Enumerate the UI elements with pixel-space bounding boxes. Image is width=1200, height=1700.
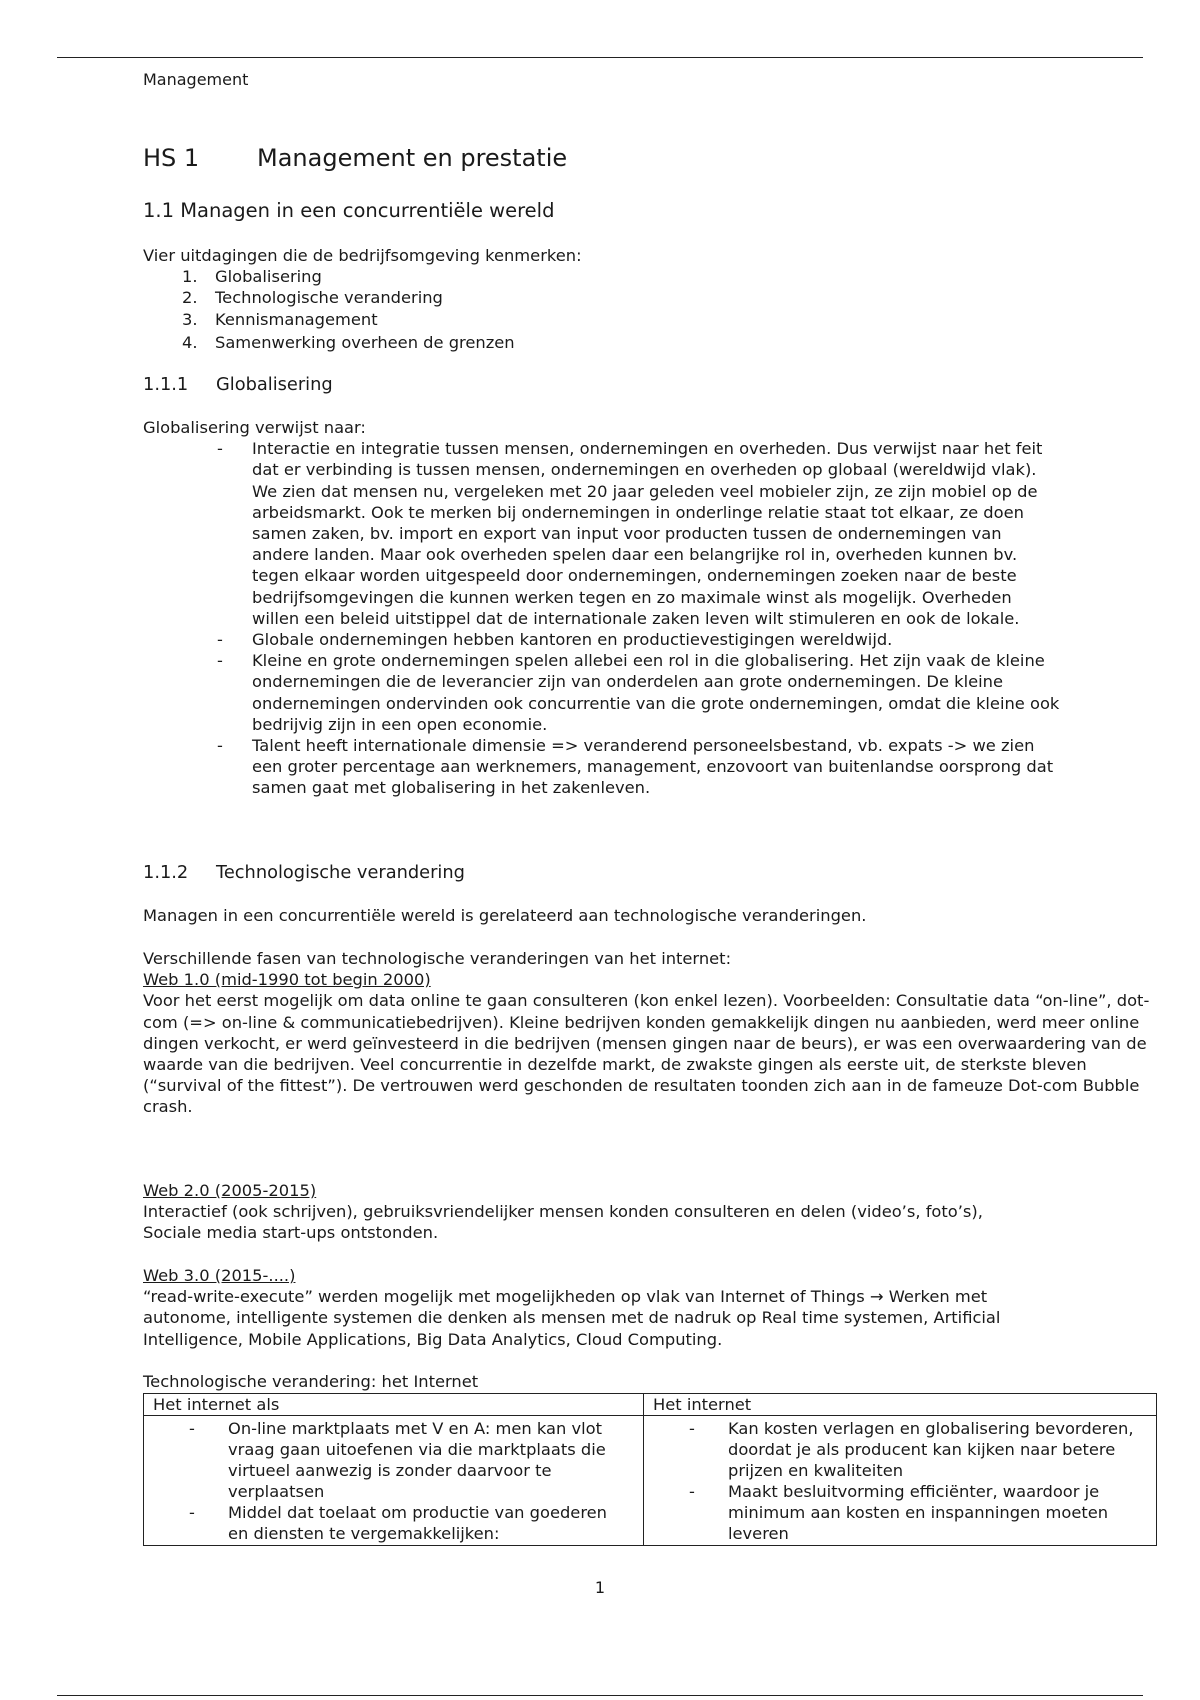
running-header: Management bbox=[143, 70, 249, 89]
subsection-heading-technologie: 1.1.2 Technologische verandering bbox=[143, 862, 465, 883]
table-header-row bbox=[144, 1394, 1157, 1416]
technologie-intro: Managen in een concurrentiële wereld is gerelateerd aan technologische veranderingen. bbox=[143, 906, 867, 925]
challenges-list bbox=[143, 266, 582, 353]
list-item: - On-line marktplaats met V en A: men kan vlot vraag gaan uitoefenen via die marktplaats die virtueel aanwezig is zonder daarvoor te verplaatsen bbox=[189, 1419, 606, 1501]
table-cell bbox=[144, 1416, 644, 1546]
challenges-block bbox=[143, 245, 582, 353]
table-row bbox=[144, 1416, 1157, 1546]
globalisering-block bbox=[143, 417, 1063, 799]
web1-title: Web 1.0 (mid-1990 tot begin 2000) bbox=[143, 970, 431, 990]
header-rule bbox=[57, 57, 1143, 58]
chapter-heading bbox=[143, 143, 567, 173]
chapter-title: Management en prestatie bbox=[257, 144, 568, 172]
globalisering-bullets bbox=[143, 438, 1063, 798]
list-item: - Kleine en grote ondernemingen spelen allebei een rol in die globalisering. Het zijn vaak de kleine ondernemingen die de leverancier zijn van onderdelen aan grote ondernemingen. De kleine ondernemingen ondervinden ook concurrentie van die grote ondernemingen, omdat die kleine ook bedrijvig zijn in een open economie. bbox=[217, 651, 1060, 734]
list-item: - Kan kosten verlagen en globalisering bevorderen, doordat je als producent kan kijken naar betere prijzen en kwaliteiten bbox=[689, 1419, 1134, 1480]
list-item: 3. Kennismanagement bbox=[182, 309, 378, 329]
web1-block bbox=[143, 948, 1153, 1118]
table-cell bbox=[644, 1416, 1157, 1546]
list-item: 1. Globalisering bbox=[182, 267, 322, 287]
web1-text: Voor het eerst mogelijk om data online te gaan consulteren (kon enkel lezen). Voorbeelden: Consultatie data “on-line”, dot-com (=> on-line & communicatiebedrijven). Kleine bedrijven konden gemakkelijk dingen nu aanbieden, werd meer online dingen verkocht, er werd geïnvesteerd in die bedrijven (mensen gingen naar de beurs), er was een overwaardering van de waarde van die bedrijven. Veel concurrentie in dezelfde markt, de zwakste gingen als eerste uit, de sterkste bleven (“survival of the fittest”). De vertrouwen werd geschonden de resultaten toonden zich aan in de fameuze Dot-com Bubble crash. bbox=[143, 991, 1150, 1117]
list-item: - Maakt besluitvorming efficiënter, waardoor je minimum aan kosten en inspanningen moeten leveren bbox=[689, 1482, 1109, 1543]
table-caption: Technologische verandering: het Internet bbox=[143, 1372, 479, 1391]
table-header-cell: Het internet als bbox=[144, 1394, 644, 1416]
subsection-heading-globalisering: 1.1.1 Globalisering bbox=[143, 374, 333, 395]
web3-block bbox=[143, 1265, 1053, 1350]
web2-block bbox=[143, 1180, 1023, 1244]
web3-text: “read-write-execute” werden mogelijk met mogelijkheden op vlak van Internet of Things → Werken met autonome, intelligente systemen die denken als mensen met de nadruk op Real time systemen, Artificial Intelligence, Mobile Applications, Big Data Analytics, Cloud Computing. bbox=[143, 1287, 1001, 1349]
list-item: 4. Samenwerking overheen de grenzen bbox=[182, 332, 515, 352]
list-item: - Globale ondernemingen hebben kantoren en productievestigingen wereldwijd. bbox=[217, 630, 893, 650]
chapter-number: HS 1 bbox=[143, 144, 200, 172]
phases-intro: Verschillende fasen van technologische veranderingen van het internet: bbox=[143, 949, 732, 968]
list-item: - Talent heeft internationale dimensie => veranderend personeelsbestand, vb. expats -> we zien een groter percentage aan werknemers, management, enzovoort van buitenlandse oorsprong dat samen gaat met globalisering in het zakenleven. bbox=[217, 736, 1054, 798]
list-item: 2. Technologische verandering bbox=[182, 288, 443, 308]
table-header-cell: Het internet bbox=[644, 1394, 1157, 1416]
page-number: 1 bbox=[594, 1578, 606, 1597]
web2-text: Interactief (ook schrijven), gebruiksvriendelijker mensen konden consulteren en delen (video’s, foto’s), Sociale media start-ups ontstonden. bbox=[143, 1202, 983, 1243]
internet-table bbox=[143, 1393, 1157, 1546]
list-item: - Interactie en integratie tussen mensen, ondernemingen en overheden. Dus verwijst naar het feit dat er verbinding is tussen mensen, ondernemingen en overheden op globaal (wereldwijd vlak). We zien dat mensen nu, vergeleken met 20 jaar geleden veel mobieler zijn, ze zijn mobiel op de arbeidsmarkt. Ook te merken bij ondernemingen in onderlinge relatie staat tot elkaar, ze doen samen zaken, bv. import en export van input voor producten tussen de ondernemingen van andere landen. Maar ook overheden spelen daar een belangrijke rol in, overheden kunnen bv. tegen elkaar worden uitgespeeld door ondernemingen, ondernemingen zoeken naar de beste bedrijfsomgevingen die kunnen werken tegen en zo maximale winst als mogelijk. Overheden willen een beleid uitstippel dat de internationale zaken leven wilt stimuleren en ook de lokale. bbox=[217, 439, 1043, 628]
challenges-intro: Vier uitdagingen die de bedrijfsomgeving kenmerken: bbox=[143, 246, 582, 265]
globalisering-intro: Globalisering verwijst naar: bbox=[143, 418, 366, 437]
web3-title: Web 3.0 (2015-....) bbox=[143, 1266, 296, 1285]
list-item: - Middel dat toelaat om productie van goederen en diensten te vergemakkelijken: bbox=[189, 1503, 607, 1543]
web2-title: Web 2.0 (2005-2015) bbox=[143, 1181, 317, 1200]
section-heading: 1.1 Managen in een concurrentiële wereld bbox=[143, 199, 555, 222]
footer-rule bbox=[57, 1695, 1143, 1696]
